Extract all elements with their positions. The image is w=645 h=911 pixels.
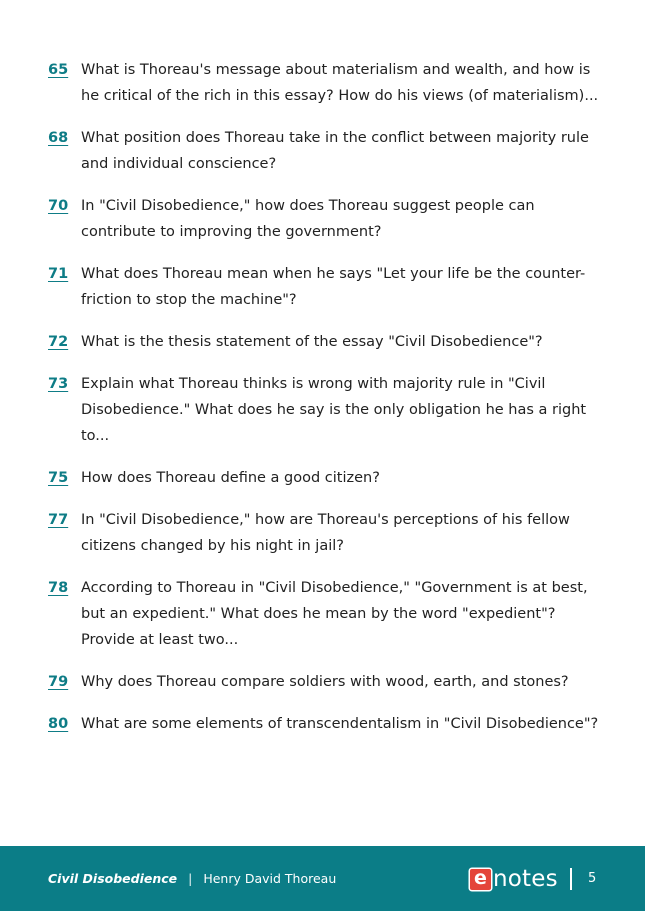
question-text[interactable]: How does Thoreau define a good citizen? xyxy=(81,470,380,486)
enotes-wordmark: notes xyxy=(493,866,558,892)
question-item xyxy=(48,669,600,695)
question-text[interactable]: What is the thesis statement of the essay "Civil Disobedience"? xyxy=(81,334,543,350)
page-number: 5 xyxy=(588,871,597,886)
footer-book-info xyxy=(48,871,336,887)
question-text[interactable]: What position does Thoreau take in the conflict between majority rule and individual conscience? xyxy=(81,130,589,172)
question-number-link[interactable]: 78 xyxy=(48,580,69,596)
book-title: Civil Disobedience xyxy=(48,871,178,886)
question-number-link[interactable]: 80 xyxy=(48,716,69,732)
question-item xyxy=(48,329,600,355)
question-text[interactable]: Explain what Thoreau thinks is wrong with majority rule in "Civil Disobedience." What does he say is the only obligation he has a right to... xyxy=(81,376,587,444)
question-item xyxy=(48,57,600,109)
question-number-link[interactable]: 77 xyxy=(48,512,69,528)
book-author: Henry David Thoreau xyxy=(203,871,337,886)
question-number-link[interactable]: 65 xyxy=(48,62,69,78)
question-text[interactable]: In "Civil Disobedience," how does Thoreau suggest people can contribute to improving the government? xyxy=(81,198,535,240)
question-item xyxy=(48,465,600,491)
question-number-link[interactable]: 79 xyxy=(48,674,69,690)
question-item xyxy=(48,711,600,737)
question-text[interactable]: What does Thoreau mean when he says "Let your life be the counter-friction to stop the machine"? xyxy=(81,266,586,308)
enotes-e-icon: e xyxy=(470,869,491,890)
question-number-link[interactable]: 68 xyxy=(48,130,69,146)
footer-divider xyxy=(570,868,572,890)
question-text[interactable]: What is Thoreau's message about materialism and wealth, and how is he critical of the rich in this essay? How do his views (of materialism)... xyxy=(81,62,599,104)
question-text[interactable]: In "Civil Disobedience," how are Thoreau's perceptions of his fellow citizens changed by his night in jail? xyxy=(81,512,570,554)
question-item xyxy=(48,125,600,177)
question-item xyxy=(48,371,600,449)
question-number-link[interactable]: 72 xyxy=(48,334,69,350)
question-item xyxy=(48,575,600,653)
enotes-logo[interactable] xyxy=(470,867,558,891)
question-item xyxy=(48,261,600,313)
question-text[interactable]: What are some elements of transcendentalism in "Civil Disobedience"? xyxy=(81,716,599,732)
question-number-link[interactable]: 73 xyxy=(48,376,69,392)
question-text[interactable]: According to Thoreau in "Civil Disobedience," "Government is at best, but an expedient." What does he mean by the word "expedient"? Provide at least two... xyxy=(81,580,588,648)
question-text[interactable]: Why does Thoreau compare soldiers with wood, earth, and stones? xyxy=(81,674,569,690)
question-number-link[interactable]: 71 xyxy=(48,266,69,282)
page-footer xyxy=(0,846,645,911)
question-number-link[interactable]: 75 xyxy=(48,470,69,486)
question-list xyxy=(48,57,600,753)
question-number-link[interactable]: 70 xyxy=(48,198,69,214)
question-item xyxy=(48,193,600,245)
question-item xyxy=(48,507,600,559)
footer-separator: | xyxy=(188,871,193,886)
